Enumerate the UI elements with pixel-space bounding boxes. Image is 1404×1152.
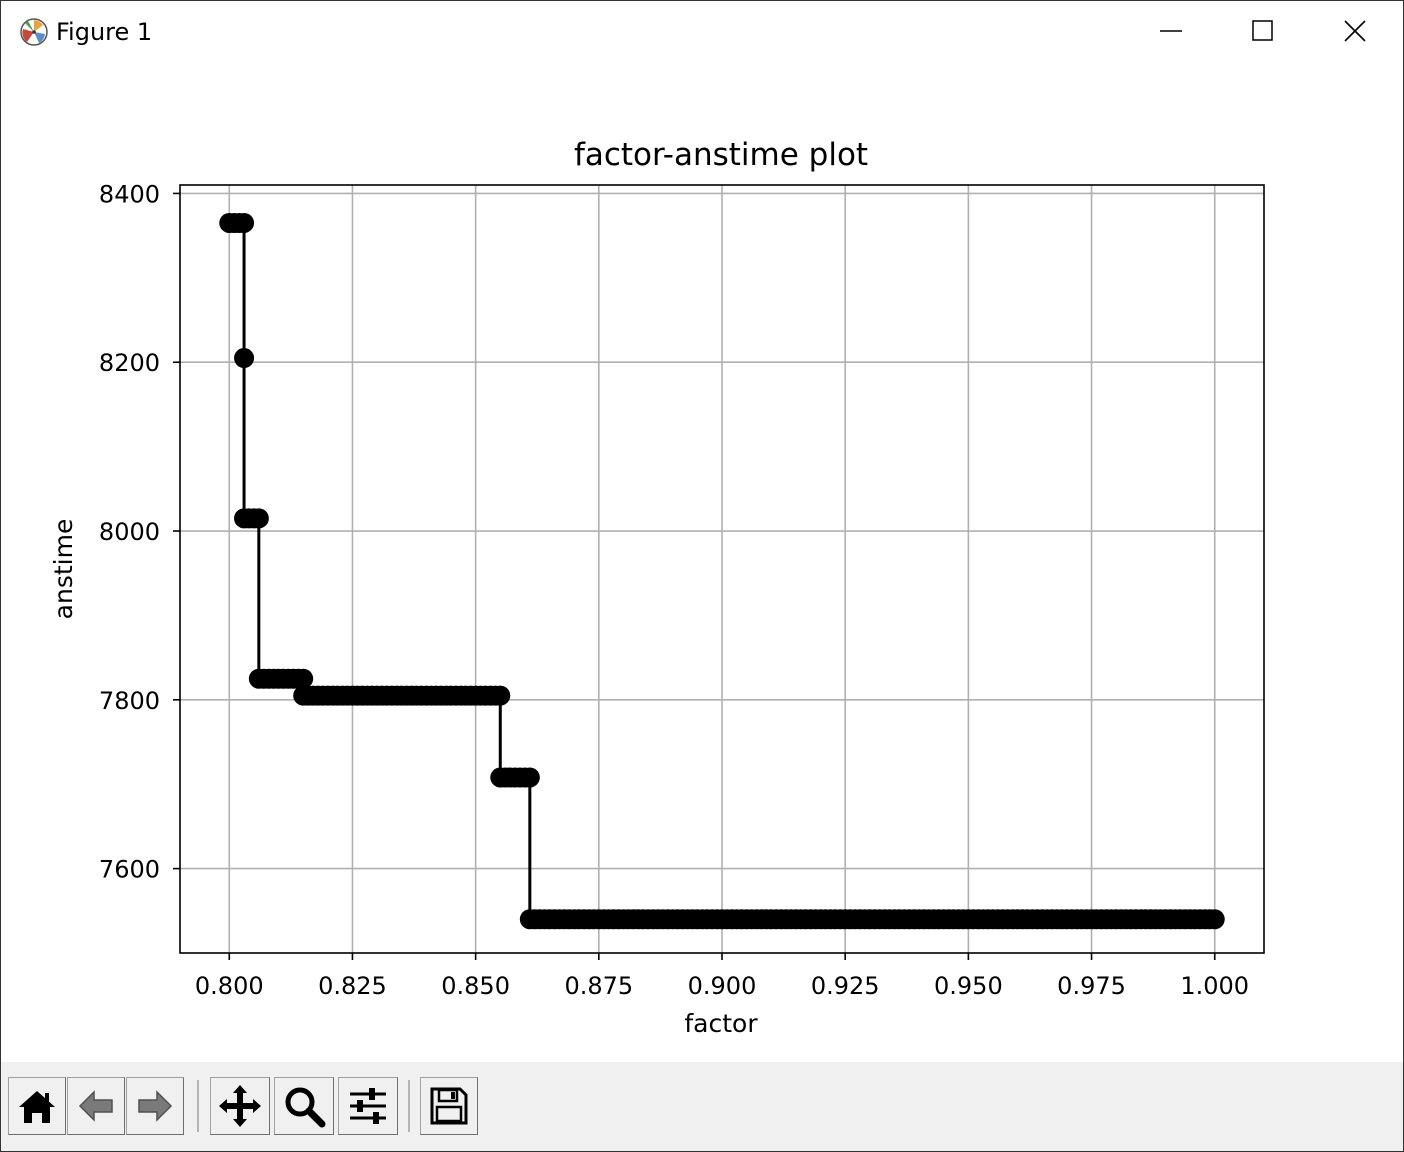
x-axis-label: factor <box>684 1009 758 1038</box>
minimize-button[interactable] <box>1125 1 1217 61</box>
x-tick-label: 0.975 <box>1057 972 1126 1000</box>
back-arrow-icon <box>74 1084 118 1128</box>
data-point <box>234 213 254 233</box>
x-tick-label: 0.850 <box>441 972 510 1000</box>
figure-canvas[interactable] <box>1 61 1403 1061</box>
forward-button[interactable] <box>126 1077 184 1135</box>
y-tick-label: 8400 <box>98 180 160 209</box>
x-tick-label: 0.825 <box>318 972 387 1000</box>
y-tick-label: 7800 <box>98 686 160 715</box>
zoom-button[interactable] <box>274 1077 334 1135</box>
save-button[interactable] <box>420 1077 478 1135</box>
x-tick-label: 0.900 <box>687 972 757 1000</box>
navigation-toolbar <box>1 1062 1403 1151</box>
y-tick-label: 7600 <box>98 855 160 884</box>
y-tick-label: 8000 <box>98 518 160 547</box>
toolbar-separator <box>408 1080 410 1132</box>
data-point <box>234 348 254 368</box>
title-bar[interactable] <box>1 1 1403 61</box>
y-tick-label: 8200 <box>98 349 160 378</box>
chart-title: factor-anstime plot <box>573 137 869 173</box>
magnifier-icon <box>281 1083 327 1129</box>
close-icon <box>1344 20 1366 42</box>
y-axis-label: anstime <box>49 518 78 620</box>
data-point <box>249 508 269 528</box>
close-button[interactable] <box>1309 1 1401 61</box>
data-point <box>1205 909 1225 929</box>
minimize-icon <box>1160 20 1182 42</box>
home-icon <box>15 1084 59 1128</box>
x-tick-label: 0.875 <box>564 972 634 1000</box>
maximize-icon <box>1252 20 1274 42</box>
ticks <box>99 180 1249 1000</box>
floppy-disk-icon <box>427 1084 471 1128</box>
x-tick-label: 0.800 <box>194 972 264 1000</box>
grid <box>180 185 1264 953</box>
sliders-icon <box>345 1083 391 1129</box>
data-point <box>490 686 510 706</box>
home-button[interactable] <box>8 1077 66 1135</box>
move-icon <box>217 1083 263 1129</box>
back-button[interactable] <box>67 1077 125 1135</box>
x-tick-label: 1.000 <box>1180 972 1250 1000</box>
configure-subplots-button[interactable] <box>338 1077 398 1135</box>
forward-arrow-icon <box>133 1084 177 1128</box>
chart <box>1 61 1403 1061</box>
x-tick-label: 0.925 <box>810 972 880 1000</box>
matplotlib-logo-icon <box>19 17 49 47</box>
maximize-button[interactable] <box>1217 1 1309 61</box>
window-title: Figure 1 <box>56 18 153 46</box>
x-tick-label: 0.950 <box>934 972 1003 1000</box>
pan-button[interactable] <box>210 1077 270 1135</box>
toolbar-separator <box>197 1080 199 1132</box>
data-point <box>520 767 540 787</box>
